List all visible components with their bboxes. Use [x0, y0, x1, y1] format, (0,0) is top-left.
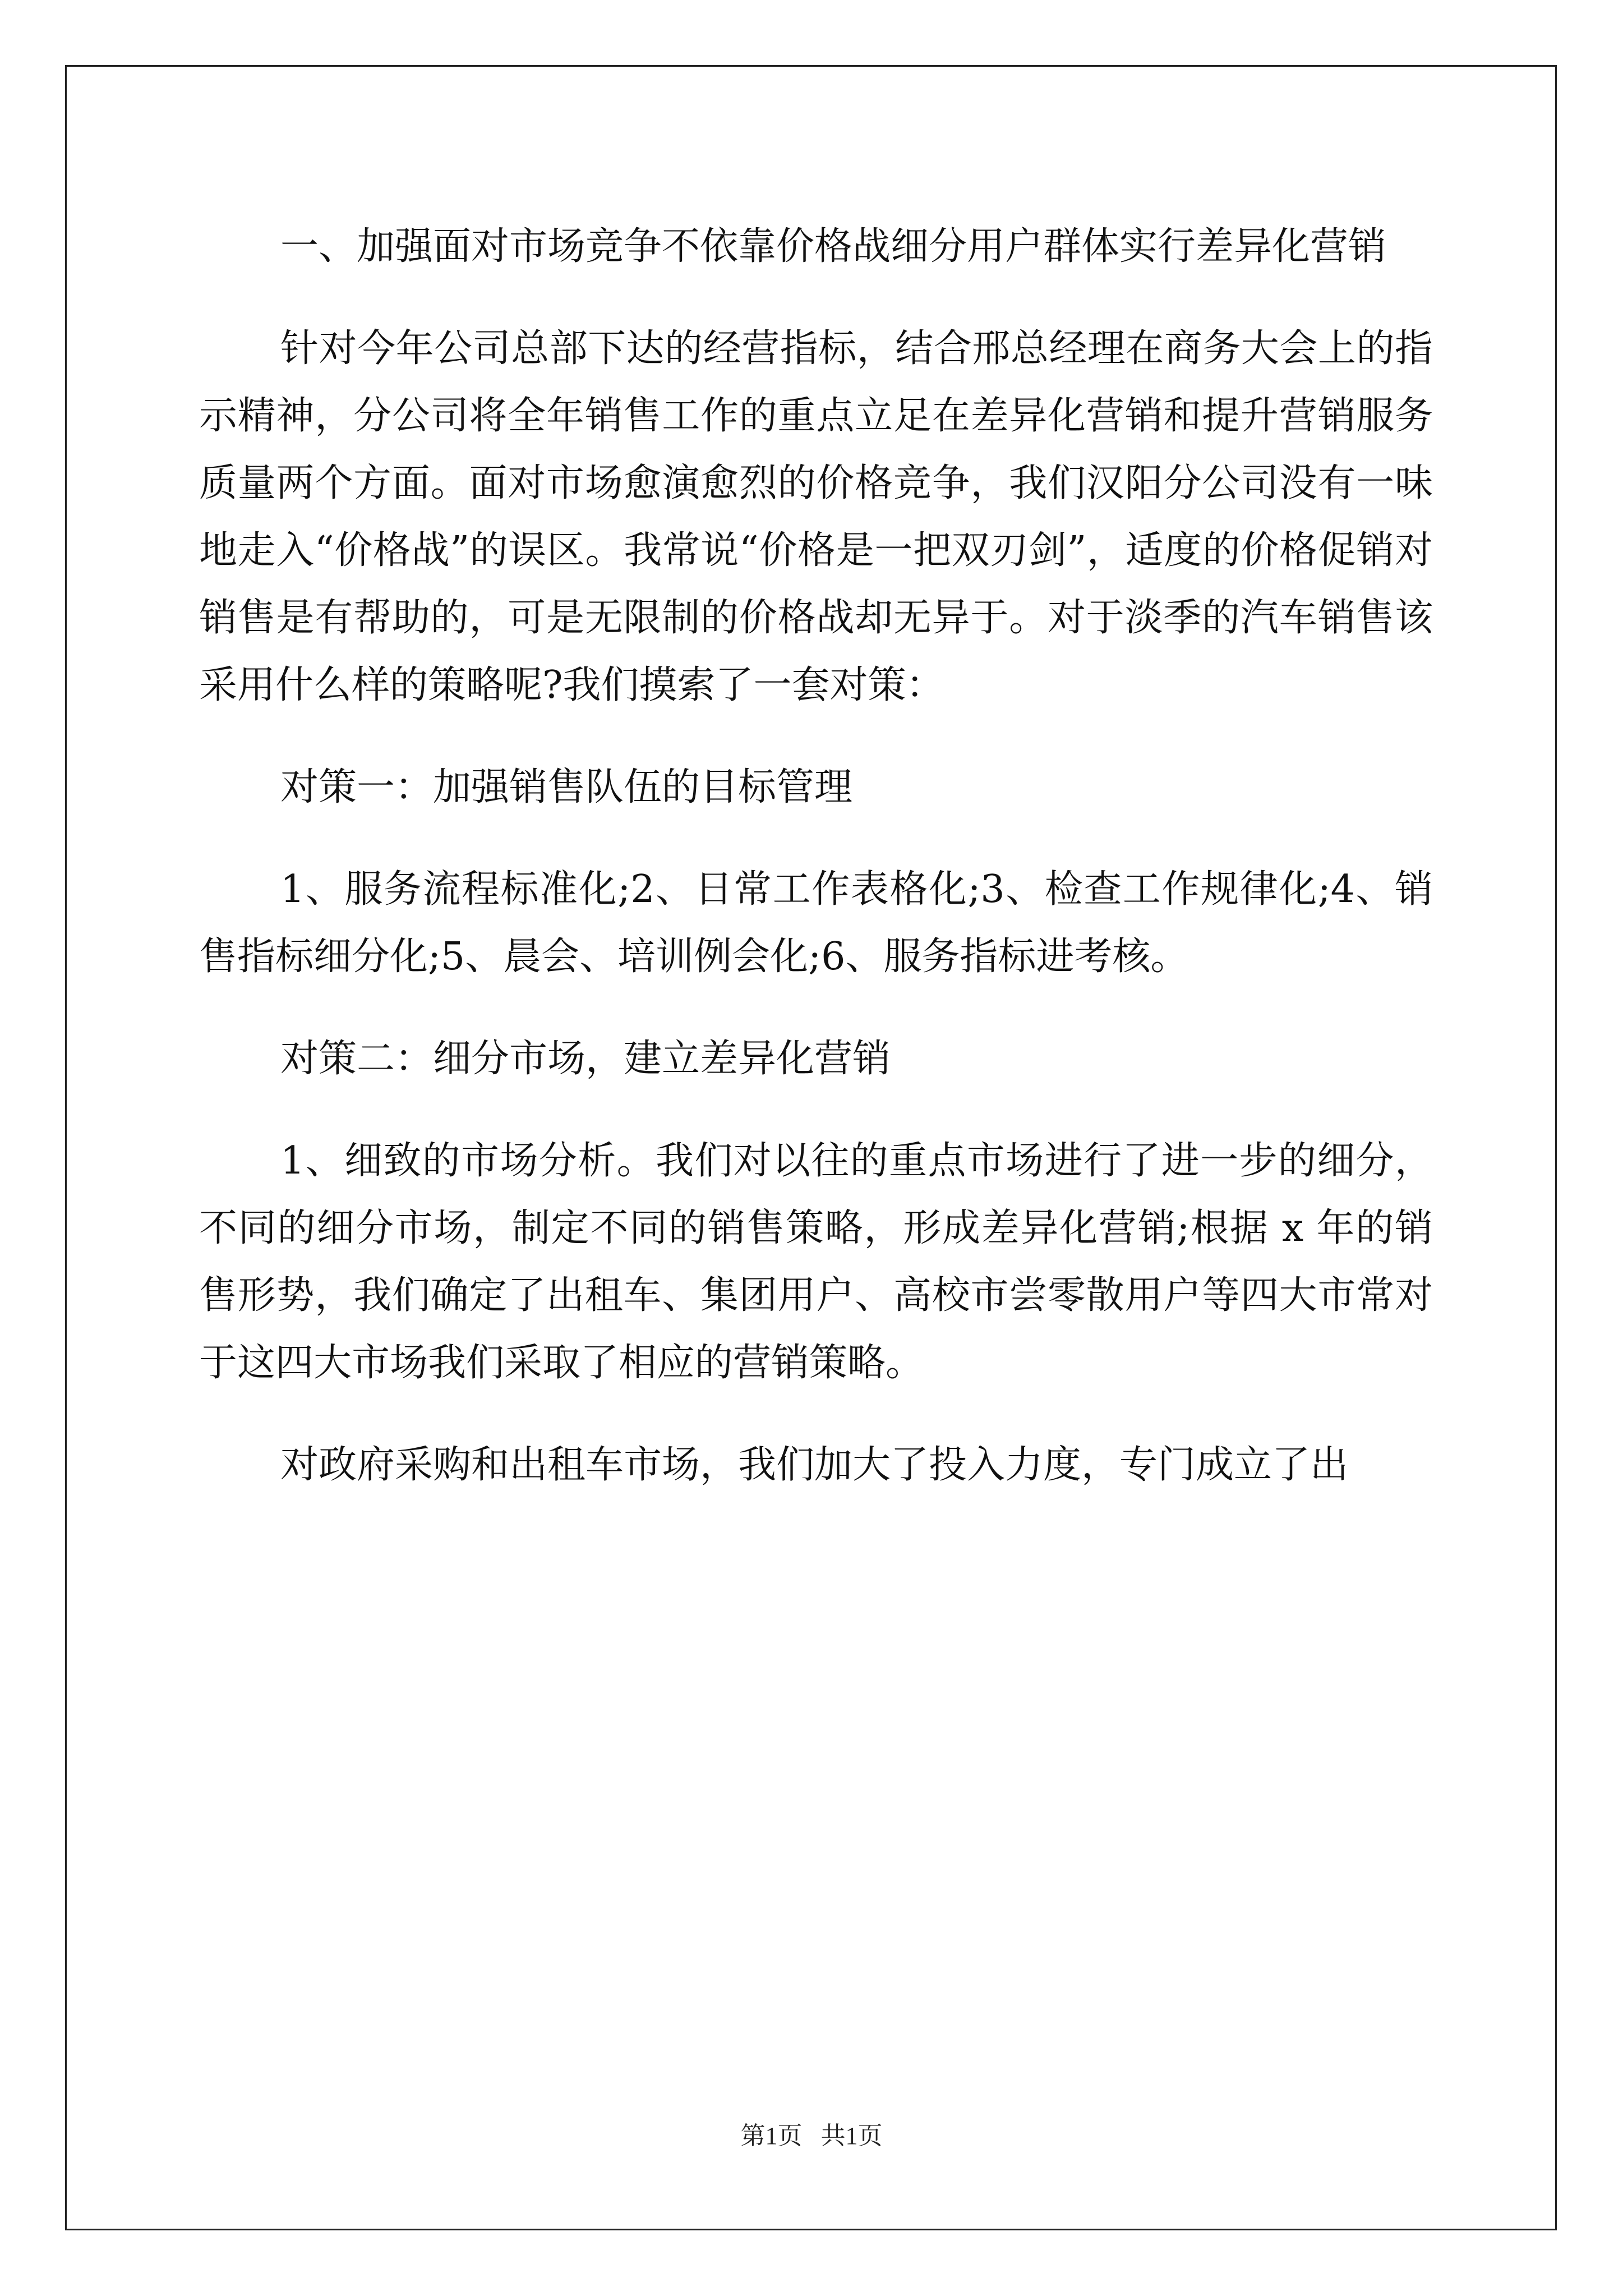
body-paragraph: 1、细致的市场分析。我们对以往的重点市场进行了进一步的细分，不同的细分市场，制定不同的销售策略，形成差异化营销;根据 x 年的销售形势，我们确定了出租车、集团用户、高校市尝零散用户等四大市常对于这四大市场我们采取了相应的营销策略。	[199, 1139, 1433, 1385]
strategy-one-heading: 对策一：加强销售队伍的目标管理	[280, 765, 853, 809]
page-total: 共1页	[820, 2122, 883, 2150]
page-footer	[0, 2119, 1623, 2153]
strategy-two-heading: 对策二：细分市场，建立差异化营销	[280, 1037, 891, 1081]
body-paragraph: 1、服务流程标准化;2、日常工作表格化;3、检查工作规律化;4、销售指标细分化;5、晨会、培训例会化;6、服务指标进考核。	[199, 867, 1433, 979]
heading-paragraph: 一、加强面对市场竞争不依靠价格战细分用户群体实行差异化营销	[280, 224, 1387, 269]
body-paragraph: 针对今年公司总部下达的经营指标，结合邢总经理在商务大会上的指示精神，分公司将全年销售工作的重点立足在差异化营销和提升营销服务质量两个方面。面对市场愈演愈烈的价格竞争，我们汉阳分公司没有一味地走入“价格战”的误区。我常说“价格是一把双刃剑”，适度的价格促销对销售是有帮助的，可是无限制的价格战却无异于。对于淡季的汽车销售该采用什么样的策略呢?我们摸索了一套对策：	[199, 326, 1433, 707]
document-body	[199, 213, 1433, 1534]
body-paragraph: 对政府采购和出租车市场，我们加大了投入力度，专门成立了出	[280, 1443, 1349, 1487]
page-number: 第1页	[740, 2122, 803, 2150]
